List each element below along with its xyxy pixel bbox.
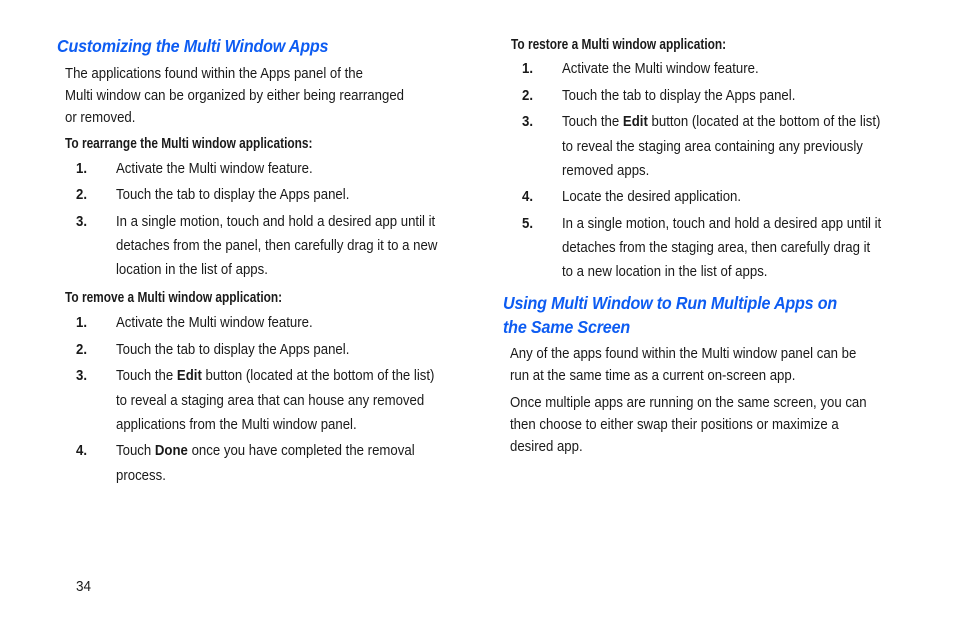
- step-text: process.: [116, 467, 166, 484]
- section-heading-customizing: Customizing the Multi Window Apps: [57, 36, 329, 56]
- step-text: In a single motion, touch and hold a desired app until it: [562, 215, 882, 232]
- step-number: 3.: [76, 367, 88, 384]
- step-text: to reveal a staging area that can house any removed: [116, 392, 425, 409]
- step-text: Touch the tab to display the Apps panel.: [116, 186, 350, 203]
- step-number: 4.: [76, 442, 88, 459]
- step-text: Activate the Multi window feature.: [116, 314, 313, 331]
- step-text: Touch the Edit button (located at the bottom of the list): [116, 367, 435, 384]
- intro-line-2: Multi window can be organized by either being rearranged: [65, 87, 405, 104]
- step-text: Touch the tab to display the Apps panel.: [562, 87, 796, 104]
- step-number: 2.: [522, 87, 534, 104]
- para1-line-2: run at the same time as a current on-screen app.: [510, 367, 796, 384]
- edit-button-label: Edit: [622, 113, 648, 130]
- step-number: 2.: [76, 186, 88, 203]
- para2-line-2: then choose to either swap their positions or maximize a: [510, 416, 839, 433]
- edit-button-label: Edit: [176, 367, 202, 384]
- step-text: In a single motion, touch and hold a desired app until it: [116, 213, 436, 230]
- section-heading-using-multi-window-line-1: Using Multi Window to Run Multiple Apps on: [503, 293, 838, 313]
- step-text: applications from the Multi window panel.: [116, 416, 357, 433]
- step-number: 3.: [76, 213, 88, 230]
- step-number: 1.: [522, 60, 534, 77]
- subhead-rearrange: To rearrange the Multi window applications:: [65, 136, 313, 152]
- step-text: Activate the Multi window feature.: [116, 160, 313, 177]
- para1-line-1: Any of the apps found within the Multi window panel can be: [510, 345, 857, 362]
- step-text: detaches from the panel, then carefully drag it to a new: [116, 237, 438, 254]
- step-text: detaches from the staging area, then carefully drag it: [562, 239, 871, 256]
- para2-line-1: Once multiple apps are running on the same screen, you can: [510, 394, 867, 411]
- step-text: Activate the Multi window feature.: [562, 60, 759, 77]
- step-text: Locate the desired application.: [562, 188, 742, 205]
- section-heading-using-multi-window-line-2: the Same Screen: [503, 317, 631, 337]
- step-text: Touch the Edit button (located at the bottom of the list): [562, 113, 881, 130]
- intro-line-3: or removed.: [65, 109, 136, 126]
- step-text: removed apps.: [562, 162, 650, 179]
- step-number: 4.: [522, 188, 534, 205]
- page-number: 34: [76, 578, 92, 595]
- step-number: 1.: [76, 314, 88, 331]
- para2-line-3: desired app.: [510, 438, 583, 455]
- step-number: 2.: [76, 341, 88, 358]
- subhead-remove: To remove a Multi window application:: [65, 290, 283, 306]
- step-text: Touch Done once you have completed the removal: [116, 442, 415, 459]
- intro-line-1: The applications found within the Apps panel of the: [65, 65, 363, 82]
- step-text: Touch the tab to display the Apps panel.: [116, 341, 350, 358]
- subhead-restore: To restore a Multi window application:: [511, 37, 727, 53]
- step-number: 5.: [522, 215, 534, 232]
- step-text: location in the list of apps.: [116, 261, 268, 278]
- step-text: to reveal the staging area containing any previously: [562, 138, 863, 155]
- step-number: 1.: [76, 160, 88, 177]
- step-number: 3.: [522, 113, 534, 130]
- step-text: to a new location in the list of apps.: [562, 263, 768, 280]
- done-button-label: Done: [154, 442, 188, 459]
